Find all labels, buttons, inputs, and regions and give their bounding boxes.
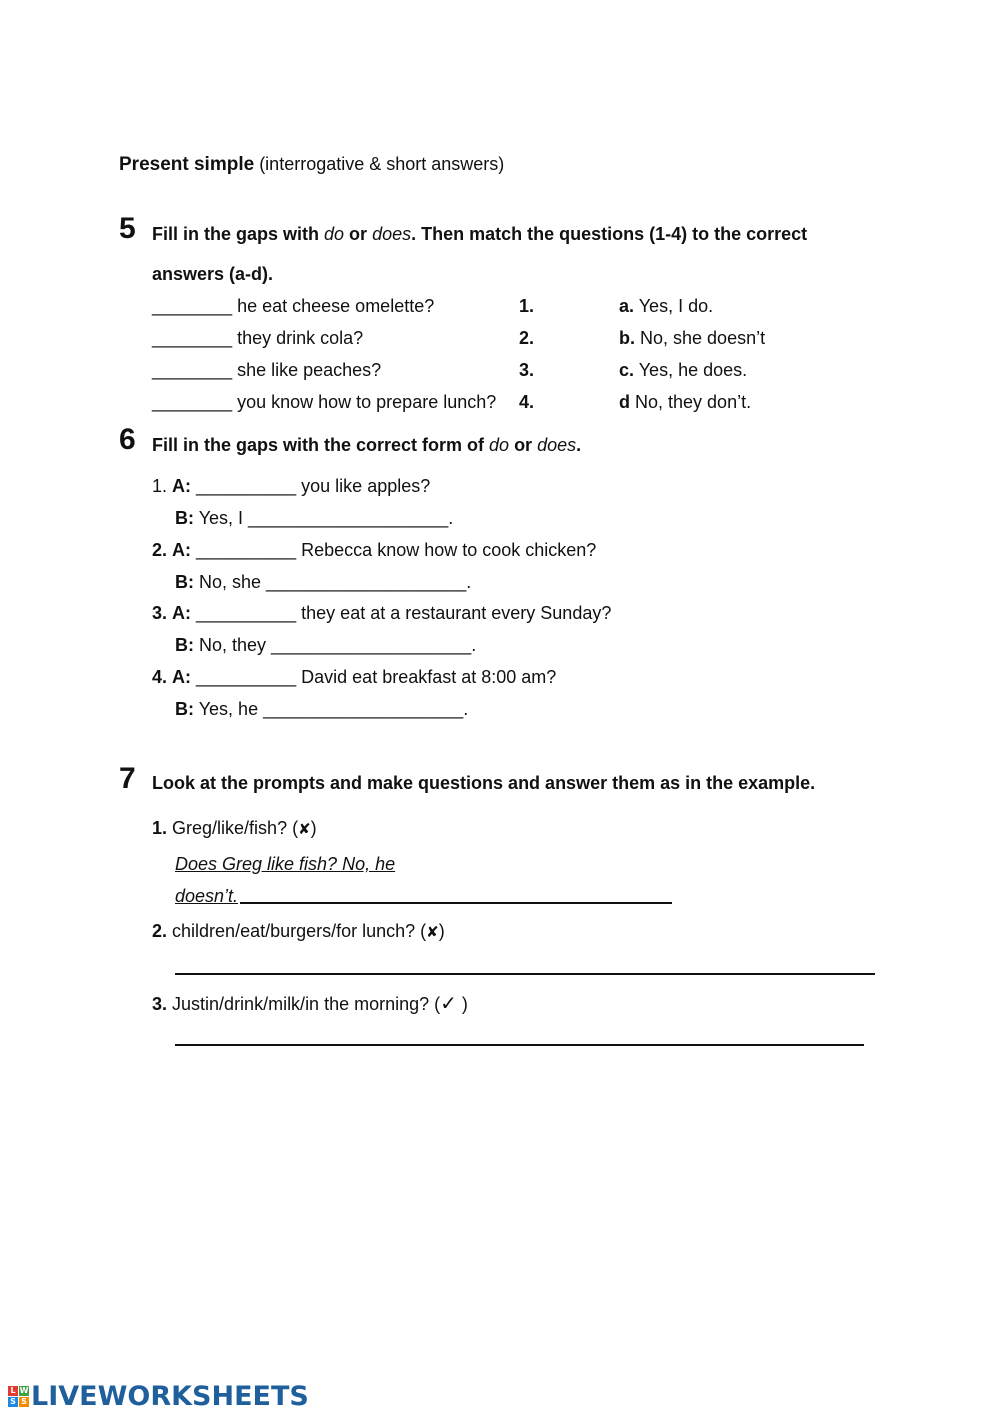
ex7-prompt: Justin/drink/milk/in the morning? ( [172, 994, 441, 1014]
ex5-question[interactable]: ________ she like peaches? [152, 360, 382, 380]
badge-cell: W [19, 1386, 29, 1395]
ex5-answer [619, 392, 751, 413]
liveworksheets-logo[interactable] [8, 1381, 309, 1412]
exercise-6-instruction [152, 435, 581, 456]
ex5-answer-text: No, she doesn’t [640, 328, 766, 348]
badge-cell: L [8, 1386, 18, 1396]
instr-text-2: . Then match the questions (1-4) to the correct [411, 224, 808, 244]
ex6-item-b [175, 635, 476, 656]
ex6-b-gap[interactable]: Yes, I ____________________. [198, 508, 454, 528]
ex6-b-label: B: [175, 508, 194, 528]
ex7-example-line1: Does Greg like fish? No, he [175, 854, 396, 874]
ex7-prompt: Greg/like/fish? ( [172, 818, 299, 838]
ex6-item-a [152, 667, 556, 688]
ex7-item [152, 991, 468, 1016]
ex6-b-label: B: [175, 635, 194, 655]
ex5-answer-letter: a. [619, 296, 635, 316]
ex7-item-number: 2. [152, 921, 168, 941]
ex5-question[interactable]: ________ you know how to prepare lunch? [152, 392, 497, 412]
ex7-example-line2: doesn’t. [175, 886, 239, 906]
ex5-answer-text: No, they don’t. [635, 392, 752, 412]
ex5-question[interactable]: ________ he eat cheese omelette? [152, 296, 435, 316]
ex6-item-number: 1. [152, 476, 168, 496]
ex5-match-number[interactable]: 2. [519, 328, 535, 348]
cross-icon: ✘ [298, 821, 311, 838]
ex6-item-a [152, 603, 611, 624]
ex5-answer-text: Yes, he does. [638, 360, 748, 380]
ex5-match-number[interactable]: 4. [519, 392, 535, 412]
page-title [119, 154, 504, 176]
ex7-item [152, 818, 317, 839]
instr-do: do [489, 435, 510, 455]
ex7-item-number: 3. [152, 994, 168, 1014]
instr-text: Fill in the gaps with the correct form of [152, 435, 490, 455]
ex6-b-gap[interactable]: Yes, he ____________________. [198, 699, 469, 719]
ex6-item-b [175, 572, 471, 593]
ex6-item-number: 2. [152, 540, 168, 560]
ex6-a-label: A: [172, 476, 192, 496]
ex5-answer-letter: b. [619, 328, 635, 348]
ex6-item-b [175, 508, 453, 529]
ex6-a-label: A: [172, 603, 192, 623]
ex5-answer-letter: c. [619, 360, 635, 380]
ex7-item-number: 1. [152, 818, 168, 838]
badge-cell: S [8, 1397, 18, 1407]
logo-text: LIVEWORKSHEETS [31, 1381, 309, 1412]
instr-or: or [509, 435, 538, 455]
ex5-match-number[interactable]: 3. [519, 360, 535, 380]
ex5-match-number[interactable]: 1. [519, 296, 535, 316]
ex6-b-label: B: [175, 699, 194, 719]
exercise-7-number: 7 [119, 762, 136, 795]
ex7-answer-line[interactable] [175, 1044, 864, 1046]
ex5-answer [619, 360, 747, 381]
instr-or: or [344, 224, 373, 244]
ex6-b-label: B: [175, 572, 194, 592]
ex7-prompt-close: ) [310, 818, 317, 838]
ex6-b-gap[interactable]: No, she ____________________. [199, 572, 472, 592]
badge-cell: S [19, 1397, 29, 1407]
ex6-item-number: 3. [152, 603, 168, 623]
exercise-7-instruction: Look at the prompts and make questions and answer them as in the example. [152, 773, 816, 793]
ex6-b-gap[interactable]: No, they ____________________. [199, 635, 477, 655]
ex6-item-number: 4. [152, 667, 168, 687]
ex7-answer-line[interactable] [175, 973, 875, 975]
ex6-a-gap[interactable]: __________ you like apples? [196, 476, 431, 496]
logo-badge-icon [8, 1386, 29, 1407]
ex5-answer-text: Yes, I do. [638, 296, 714, 316]
instr-do: do [324, 224, 345, 244]
instr-end: . [576, 435, 582, 455]
ex7-prompt: children/eat/burgers/for lunch? ( [172, 921, 427, 941]
ex5-answer [619, 296, 713, 317]
instr-text: Fill in the gaps with [152, 224, 325, 244]
ex6-item-b [175, 699, 468, 720]
title-sub: (interrogative & short answers) [259, 154, 505, 174]
instr-does: does [372, 224, 412, 244]
ex7-answer-line[interactable] [240, 902, 672, 904]
ex6-a-label: A: [172, 540, 192, 560]
title-main: Present simple [119, 154, 255, 175]
ex6-a-gap[interactable]: __________ David eat breakfast at 8:00 am? [196, 667, 557, 687]
ex5-question[interactable]: ________ they drink cola? [152, 328, 364, 348]
exercise-5-instruction [152, 224, 807, 245]
ex7-item [152, 921, 445, 942]
ex5-answer-letter: d [619, 392, 630, 412]
ex6-a-label: A: [172, 667, 192, 687]
exercise-6-number: 6 [119, 423, 136, 456]
exercise-5-instruction-line2: answers (a-d). [152, 264, 274, 284]
check-icon: ✓ [440, 993, 457, 1015]
instr-does: does [537, 435, 577, 455]
cross-icon: ✘ [426, 924, 439, 941]
ex5-answer [619, 328, 765, 349]
ex7-prompt-close: ) [456, 994, 468, 1014]
ex6-a-gap[interactable]: __________ they eat at a restaurant every Sunday? [196, 603, 612, 623]
ex7-prompt-close: ) [438, 921, 445, 941]
exercise-5-number: 5 [119, 212, 136, 245]
ex6-item-a [152, 540, 596, 561]
ex6-item-a [152, 476, 430, 497]
ex6-a-gap[interactable]: __________ Rebecca know how to cook chicken? [196, 540, 597, 560]
